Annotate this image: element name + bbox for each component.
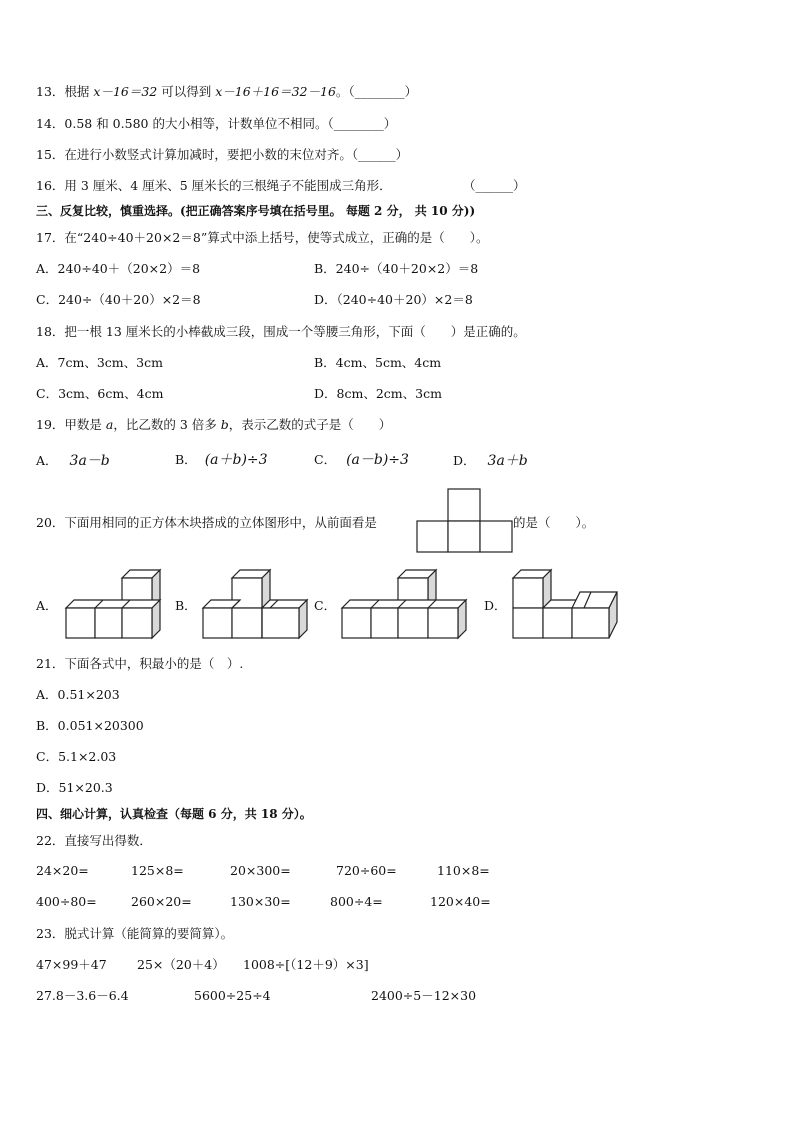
q22-item: 125×8= bbox=[131, 863, 184, 878]
q19-stem-mid: ，比乙数的 3 倍多 bbox=[113, 417, 221, 432]
q17-option-c[interactable]: C．240÷（40＋20）×2＝8 bbox=[36, 292, 201, 307]
q23-item: 27.8－3.6－6.4 bbox=[36, 988, 129, 1003]
q13-pre: 13．根据 bbox=[36, 84, 94, 99]
q20-option-c-figure[interactable] bbox=[340, 568, 470, 644]
q16-answer-blank[interactable]: （______） bbox=[463, 178, 526, 193]
q19-option-c-label: C． bbox=[314, 452, 337, 467]
question-22-stem: 22．直接写出得数． bbox=[36, 833, 152, 848]
q23-item: 2400÷5－12×30 bbox=[371, 988, 477, 1003]
q19-option-b-label: B． bbox=[175, 452, 197, 467]
q17-option-b[interactable]: B．240÷（40＋20×2）＝8 bbox=[314, 261, 479, 276]
section-4-heading: 四、细心计算，认真检查（每题 6 分，共 18 分）。 bbox=[36, 807, 312, 821]
q19-option-d[interactable] bbox=[453, 453, 528, 469]
q22-item: 720÷60= bbox=[336, 863, 397, 878]
question-18-stem: 18．把一根 13 厘米长的小棒截成三段，围成一个等腰三角形，下面（ ）是正确的。 bbox=[36, 324, 526, 339]
question-20-tail: 的是（ ）。 bbox=[513, 515, 595, 530]
question-21-stem: 21．下面各式中，积最小的是（ ）. bbox=[36, 656, 244, 671]
q19-option-c-expr: (a－b)÷3 bbox=[346, 452, 409, 468]
q19-option-b-expr: (a＋b)÷3 bbox=[204, 452, 268, 468]
question-17-stem: 17．在“240÷40＋20×2＝8”算式中添上括号，使等式成立，正确的是（ ）。 bbox=[36, 230, 489, 245]
question-19-stem bbox=[36, 417, 391, 433]
q22-item: 120×40= bbox=[430, 894, 491, 909]
q22-item: 800÷4= bbox=[330, 894, 383, 909]
q21-option-b[interactable]: B．0.051×20300 bbox=[36, 718, 144, 733]
q19-option-b[interactable] bbox=[175, 452, 268, 468]
q19-option-a-expr: 3a－b bbox=[69, 453, 110, 469]
q20-option-d-figure[interactable] bbox=[511, 568, 621, 644]
question-14: 14．0.58 和 0.580 的大小相等，计数单位不相同。（________） bbox=[36, 116, 397, 131]
q20-option-a-figure[interactable] bbox=[64, 568, 164, 644]
q20-option-b-figure[interactable] bbox=[201, 568, 311, 644]
q20-option-c-label[interactable]: C． bbox=[314, 598, 337, 613]
q13-equation-2: x－16＋16＝32－16 bbox=[215, 84, 336, 99]
q22-item: 110×8= bbox=[437, 863, 490, 878]
q19-option-d-label: D． bbox=[453, 453, 476, 468]
q18-option-b[interactable]: B．4cm、5cm、4cm bbox=[314, 355, 442, 370]
q20-option-d-label[interactable]: D． bbox=[484, 598, 507, 613]
q19-option-a[interactable] bbox=[36, 453, 110, 469]
q17-option-d[interactable]: D．（240÷40＋20）×2＝8 bbox=[314, 292, 473, 307]
q13-equation-1: x－16＝32 bbox=[93, 84, 158, 99]
q22-item: 20×300= bbox=[230, 863, 291, 878]
q22-item: 130×30= bbox=[230, 894, 291, 909]
section-3-heading: 三、反复比较，慎重选择。(把正确答案序号填在括号里。 每题 2 分， 共 10 分)) bbox=[36, 204, 476, 218]
question-15: 15．在进行小数竖式计算加减时，要把小数的末位对齐。（______） bbox=[36, 147, 409, 162]
q19-option-d-expr: 3a＋b bbox=[487, 453, 528, 469]
question-20-stem: 20．下面用相同的正方体木块搭成的立体图形中，从前面看是 bbox=[36, 515, 377, 530]
q16-text: 16．用 3 厘米、4 厘米、5 厘米长的三根绳子不能围成三角形． bbox=[36, 178, 392, 193]
q21-option-a[interactable]: A．0.51×203 bbox=[36, 687, 120, 702]
q13-mid: 可以得到 bbox=[157, 84, 216, 99]
q13-answer-blank[interactable]: 。（________） bbox=[335, 84, 418, 99]
q19-stem-post: ，表示乙数的式子是（ ） bbox=[228, 417, 392, 432]
q19-stem-pre: 19．甲数是 bbox=[36, 417, 106, 432]
q21-option-c[interactable]: C．5.1×2.03 bbox=[36, 749, 117, 764]
q19-option-a-label: A． bbox=[36, 453, 58, 468]
q19-var-b: b bbox=[220, 417, 229, 432]
q18-option-a[interactable]: A．7cm、3cm、3cm bbox=[36, 355, 163, 370]
q20-option-a-label[interactable]: A． bbox=[36, 598, 58, 613]
q18-option-c[interactable]: C．3cm、6cm、4cm bbox=[36, 386, 164, 401]
q19-var-a: a bbox=[105, 417, 114, 432]
q23-item: 25×（20＋4） bbox=[137, 957, 225, 972]
question-23-stem: 23．脱式计算（能简算的要简算）。 bbox=[36, 926, 234, 941]
q22-item: 400÷80= bbox=[36, 894, 97, 909]
q23-item: 5600÷25÷4 bbox=[194, 988, 271, 1003]
q17-option-a[interactable]: A．240÷40＋（20×2）＝8 bbox=[36, 261, 201, 276]
question-13 bbox=[36, 84, 417, 100]
q18-option-d[interactable]: D．8cm、2cm、3cm bbox=[314, 386, 442, 401]
q23-item: 47×99＋47 bbox=[36, 957, 107, 972]
q21-option-d[interactable]: D．51×20.3 bbox=[36, 780, 113, 795]
q23-item: 1008÷[（12＋9）×3] bbox=[243, 957, 369, 972]
q19-option-c[interactable] bbox=[314, 452, 409, 468]
q22-item: 260×20= bbox=[131, 894, 192, 909]
front-view-figure bbox=[415, 488, 515, 554]
q22-item: 24×20= bbox=[36, 863, 89, 878]
question-16 bbox=[36, 178, 392, 194]
q20-option-b-label[interactable]: B． bbox=[175, 598, 197, 613]
